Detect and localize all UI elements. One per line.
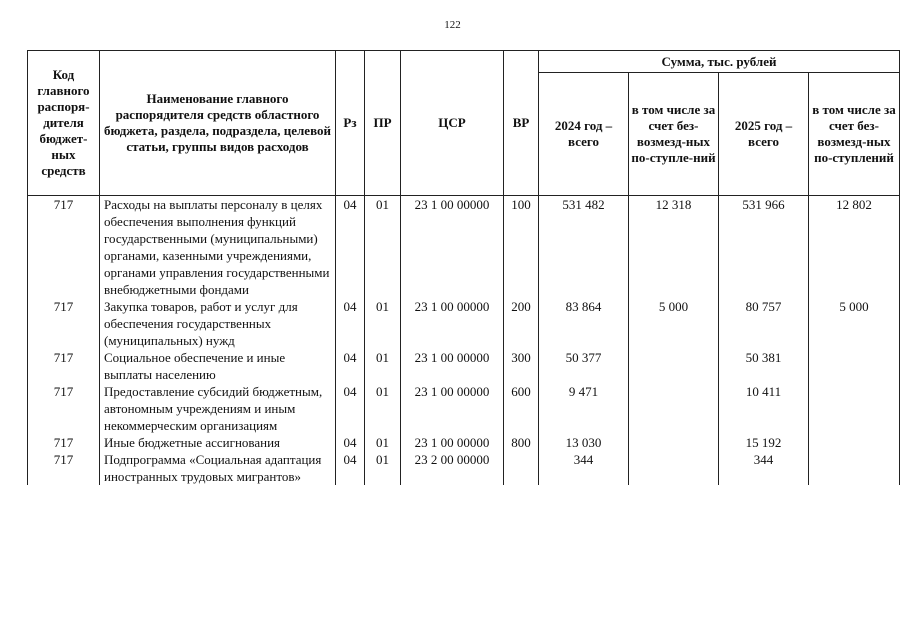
cell-2025-grants: 5 000 <box>809 298 900 349</box>
cell-vr: 300 <box>504 349 539 383</box>
cell-csr: 23 1 00 00000 <box>401 298 504 349</box>
cell-2025-grants <box>809 383 900 434</box>
header-2025-grants: в том числе за счет без-возмезд-ных по-ступлений <box>809 73 900 196</box>
page-number: 122 <box>444 19 461 31</box>
cell-vr: 100 <box>504 196 539 299</box>
cell-csr: 23 1 00 00000 <box>401 349 504 383</box>
cell-rz: 04 <box>336 349 365 383</box>
header-code: Код главного распоря-дителя бюджет-ных средств <box>28 51 100 196</box>
cell-2024-total: 50 377 <box>539 349 629 383</box>
header-csr: ЦСР <box>401 51 504 196</box>
cell-2024-grants <box>629 383 719 434</box>
cell-name: Предоставление субсидий бюджетным, автономным учреждениям и иным некоммерческим организациям <box>100 383 336 434</box>
cell-2024-total: 344 <box>539 451 629 485</box>
header-vr: ВР <box>504 51 539 196</box>
header-2024-total: 2024 год – всего <box>539 73 629 196</box>
cell-pr: 01 <box>365 383 401 434</box>
cell-csr: 23 1 00 00000 <box>401 434 504 451</box>
cell-2024-grants <box>629 451 719 485</box>
cell-rz: 04 <box>336 298 365 349</box>
cell-2025-grants <box>809 451 900 485</box>
cell-2025-grants: 12 802 <box>809 196 900 299</box>
table-header <box>28 51 900 196</box>
header-name: Наименование главного распорядителя средств областного бюджета, раздела, подраздела, целевой статьи, группы видов расходов <box>100 51 336 196</box>
table-row <box>28 451 900 485</box>
cell-2025-total: 15 192 <box>719 434 809 451</box>
cell-pr: 01 <box>365 349 401 383</box>
header-2024-grants: в том числе за счет без-возмезд-ных по-ступле-ний <box>629 73 719 196</box>
cell-vr: 800 <box>504 434 539 451</box>
cell-2024-total: 13 030 <box>539 434 629 451</box>
cell-2024-grants: 5 000 <box>629 298 719 349</box>
cell-name: Закупка товаров, работ и услуг для обеспечения государственных (муниципальных) нужд <box>100 298 336 349</box>
cell-code: 717 <box>28 451 100 485</box>
table-row <box>28 383 900 434</box>
cell-csr: 23 2 00 00000 <box>401 451 504 485</box>
header-pr: ПР <box>365 51 401 196</box>
cell-name: Подпрограмма «Социальная адаптация иностранных трудовых мигрантов» <box>100 451 336 485</box>
table-row <box>28 349 900 383</box>
cell-rz: 04 <box>336 196 365 299</box>
cell-name: Расходы на выплаты персоналу в целях обеспечения выполнения функций государственными (муниципальными) органами, казенными учреждениями, органами управления государственными внебюджетными фондами <box>100 196 336 299</box>
cell-csr: 23 1 00 00000 <box>401 196 504 299</box>
table-row <box>28 434 900 451</box>
cell-code: 717 <box>28 196 100 299</box>
cell-2025-total: 344 <box>719 451 809 485</box>
cell-name: Иные бюджетные ассигнования <box>100 434 336 451</box>
cell-2024-total: 531 482 <box>539 196 629 299</box>
cell-pr: 01 <box>365 434 401 451</box>
cell-2025-grants <box>809 434 900 451</box>
cell-pr: 01 <box>365 298 401 349</box>
cell-2025-total: 50 381 <box>719 349 809 383</box>
cell-rz: 04 <box>336 383 365 434</box>
cell-2024-grants <box>629 349 719 383</box>
cell-2025-total: 10 411 <box>719 383 809 434</box>
cell-vr: 600 <box>504 383 539 434</box>
cell-2024-grants: 12 318 <box>629 196 719 299</box>
cell-code: 717 <box>28 298 100 349</box>
cell-code: 717 <box>28 383 100 434</box>
cell-csr: 23 1 00 00000 <box>401 383 504 434</box>
cell-2024-grants <box>629 434 719 451</box>
cell-pr: 01 <box>365 196 401 299</box>
cell-code: 717 <box>28 434 100 451</box>
header-rz: Рз <box>336 51 365 196</box>
cell-vr <box>504 451 539 485</box>
table-body <box>28 196 900 486</box>
cell-vr: 200 <box>504 298 539 349</box>
cell-name: Социальное обеспечение и иные выплаты населению <box>100 349 336 383</box>
cell-2024-total: 9 471 <box>539 383 629 434</box>
cell-code: 717 <box>28 349 100 383</box>
cell-pr: 01 <box>365 451 401 485</box>
cell-rz: 04 <box>336 434 365 451</box>
cell-2025-total: 80 757 <box>719 298 809 349</box>
header-2025-total: 2025 год – всего <box>719 73 809 196</box>
cell-2025-total: 531 966 <box>719 196 809 299</box>
header-sum: Сумма, тыс. рублей <box>539 51 900 73</box>
cell-rz: 04 <box>336 451 365 485</box>
cell-2025-grants <box>809 349 900 383</box>
table-row <box>28 298 900 349</box>
table-row <box>28 196 900 299</box>
budget-table <box>27 50 900 485</box>
cell-2024-total: 83 864 <box>539 298 629 349</box>
